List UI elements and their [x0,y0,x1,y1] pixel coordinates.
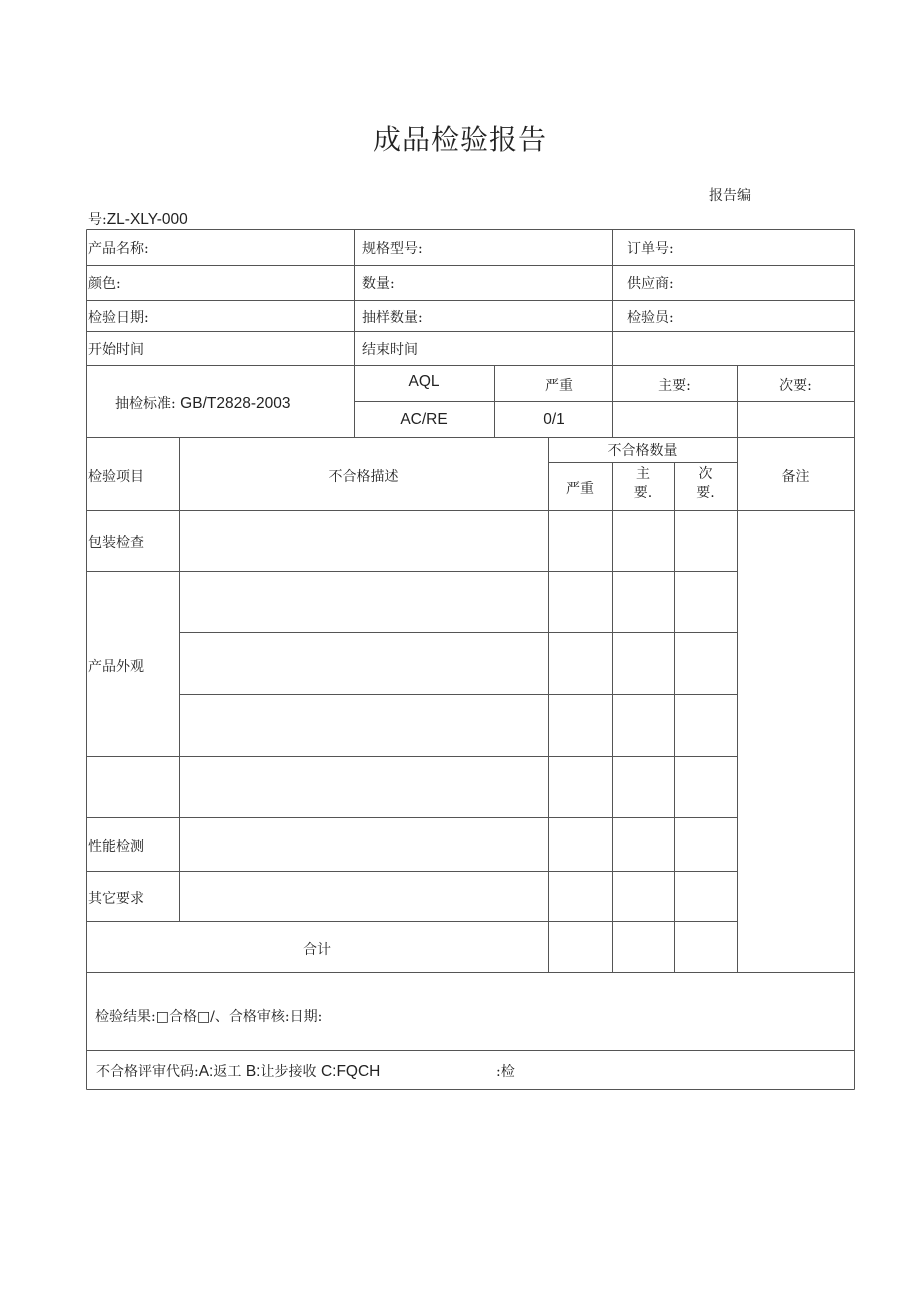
color-label: 颜色: [88,276,121,292]
review-codes-tail: :检 [496,1064,515,1080]
report-title: 成品检验报告 [372,123,547,156]
report-number-label: 报告编 [709,188,751,204]
review-codes [96,1061,380,1081]
major-header-line1: 主 [636,466,650,482]
aql-minor-label: 次要: [779,378,812,394]
spec-model-label: 规格型号: [362,241,423,257]
report-number-prefix: 号: [88,212,107,228]
acre-severe-value: 0/1 [543,411,565,428]
acre-label: AC/RE [400,411,448,428]
aql-severe-label: 严重 [545,378,573,394]
remark-header: 备注 [781,469,810,485]
inspector-label: 检验员: [627,310,674,326]
aql-major-label: 主要: [658,378,691,394]
sample-qty-label: 抽样数量: [362,310,423,326]
packaging-check-label: 包装检查 [88,535,144,551]
sampling-standard [115,393,290,413]
code-c: C:FQCH [320,1063,381,1080]
start-time-label: 开始时间 [88,342,144,358]
code-b: B: [245,1063,261,1080]
minor-header-line1: 次 [698,466,713,482]
severe-header: 严重 [566,481,594,497]
end-time-label: 结束时间 [362,342,418,358]
total-label: 合计 [303,942,331,958]
inspection-result: 检验结果:□合格□/、合格审核:日期: [95,1009,323,1025]
performance-label: 性能检测 [88,839,144,855]
supplier-label: 供应商: [627,276,674,292]
code-a: A: [198,1063,214,1080]
sampling-standard-label: 抽检标准: [115,396,176,412]
minor-header [674,465,737,503]
order-no-label: 订单号: [627,241,674,257]
review-codes-prefix: 不合格评审代码: [96,1064,199,1080]
product-name-label: 产品名称: [88,241,149,257]
report-number-value: ZL-XLY-000 [106,211,188,228]
defect-qty-header: 不合格数量 [607,443,678,459]
aql-label: AQL [408,373,440,390]
major-header [612,465,674,503]
code-b-text: 让步接收 [260,1064,317,1080]
sampling-standard-value: GB/T2828-2003 [180,395,291,412]
major-header-line2: 要. [633,485,653,501]
quantity-label: 数量: [362,276,395,292]
defect-desc-header: 不合格描述 [328,469,399,485]
appearance-label: 产品外观 [88,659,144,675]
inspection-item-header: 检验项目 [88,469,144,485]
inspect-date-label: 检验日期: [88,310,149,326]
code-a-text: 返工 [213,1064,242,1080]
minor-header-line2: 要. [696,485,715,501]
other-requirements-label: 其它要求 [88,891,144,907]
